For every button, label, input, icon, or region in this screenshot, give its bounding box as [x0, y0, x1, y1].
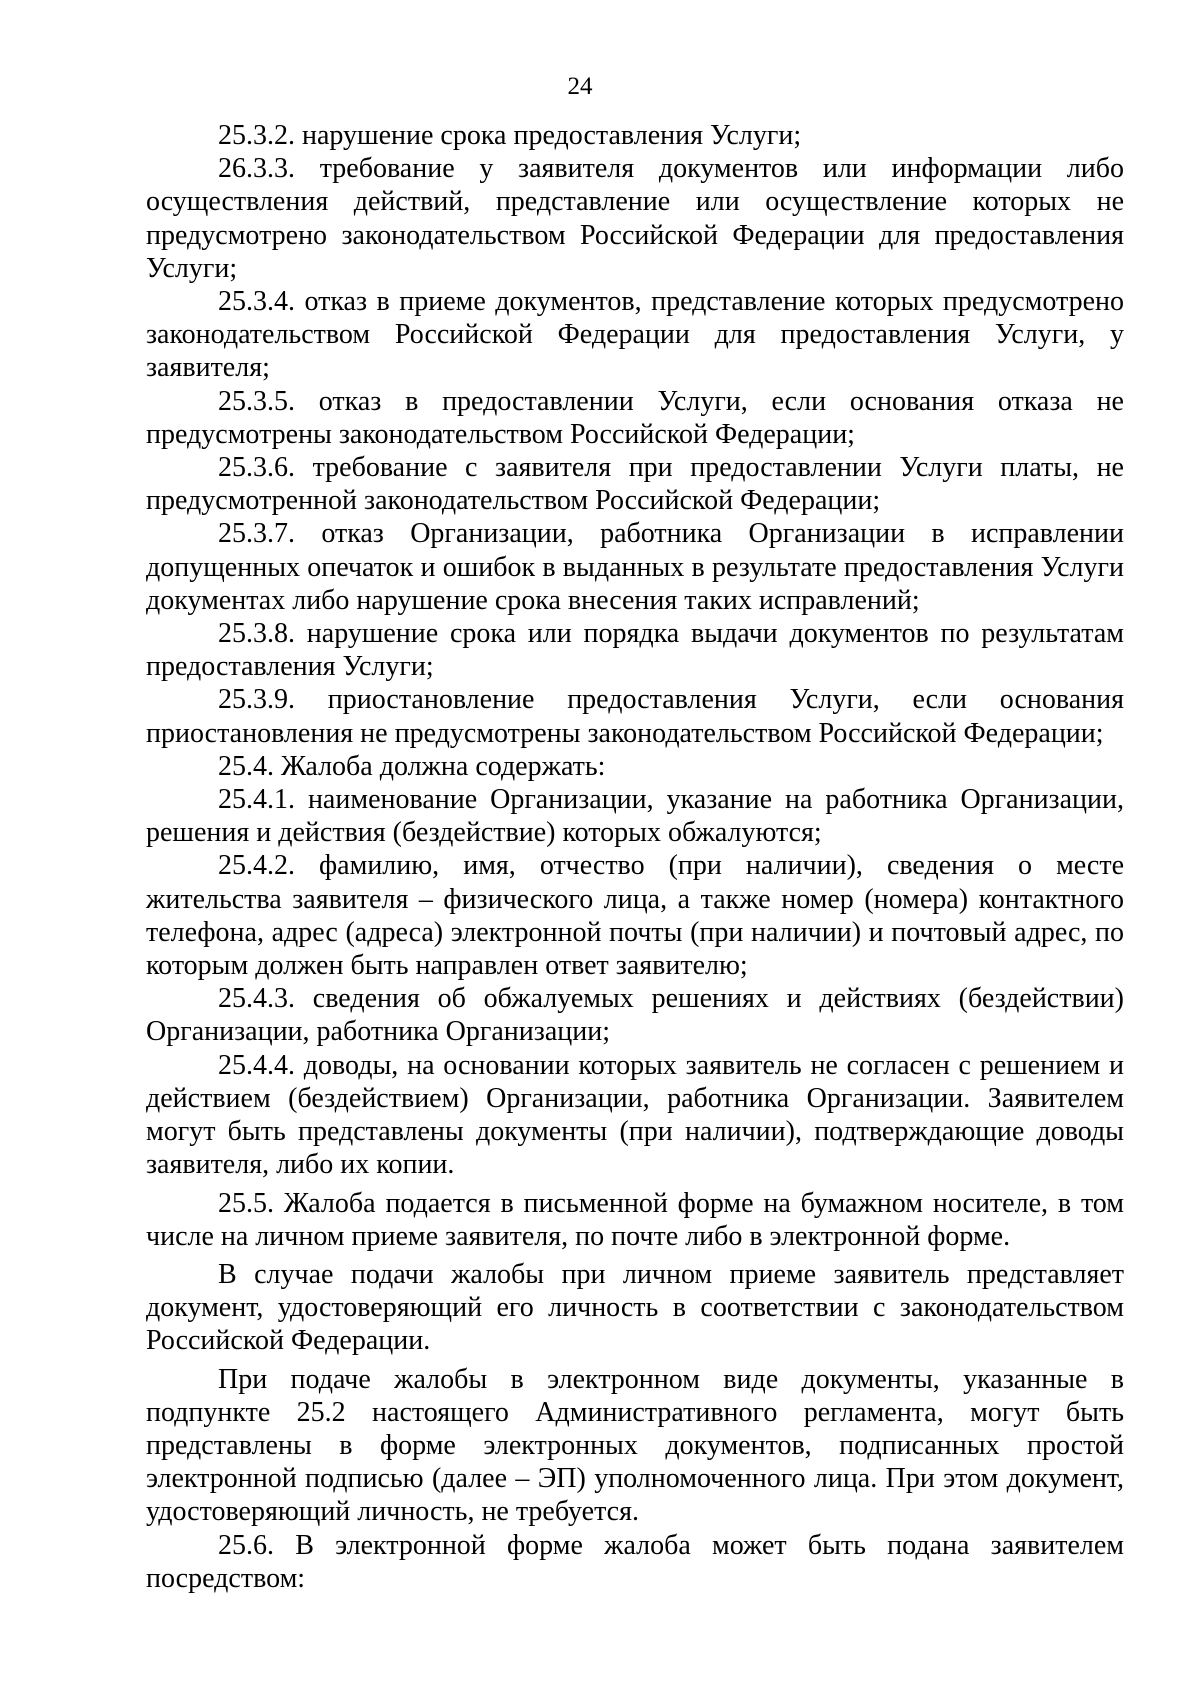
paragraph-25-3-8: 25.3.8. нарушение срока или порядка выдачи документов по результатам предоставления Услуги;	[146, 618, 1124, 683]
page-number: 24	[567, 73, 593, 100]
paragraph-25-3-5: 25.3.5. отказ в предоставлении Услуги, если основания отказа не предусмотрены законодательством Российской Федерации;	[146, 385, 1124, 450]
paragraph-25-4-4: 25.4.4. доводы, на основании которых заявитель не согласен с решением и действием (бездействием) Организации, работника Организации. Заявителем могут быть представлены документы (при наличии), подтверждающие доводы заявителя, либо их копии.	[146, 1049, 1124, 1181]
paragraph-25-5: 25.5. Жалоба подается в письменной форме на бумажном носителе, в том числе на личном приеме заявителя, по почте либо в электронной форме.	[146, 1187, 1124, 1252]
paragraph-25-4-1: 25.4.1. наименование Организации, указание на работника Организации, решения и действия (бездействие) которых обжалуются;	[146, 784, 1124, 849]
paragraph-25-3-7: 25.3.7. отказ Организации, работника Организации в исправлении допущенных опечаток и ошибок в выданных в результате предоставления Услуги документах либо нарушение срока внесения таких исправлений;	[146, 518, 1124, 616]
paragraph-25-4-2: 25.4.2. фамилию, имя, отчество (при наличии), сведения о месте жительства заявителя – физического лица, а также номер (номера) контактного телефона, адрес (адреса) электронной почты (при наличии) и почтовый адрес, по которым должен быть направлен ответ заявителю;	[146, 850, 1124, 982]
paragraph-25-5-personal-reception: В случае подачи жалобы при личном приеме заявитель представляет документ, удостоверяющий его личность в соответствии с законодательством Российской Федерации.	[146, 1258, 1124, 1357]
paragraph-25-3-4: 25.3.4. отказ в приеме документов, представление которых предусмотрено законодательством Российской Федерации для предоставления Услуги, у заявителя;	[146, 286, 1124, 384]
document-body	[146, 119, 1124, 1595]
paragraph-26-3-3: 26.3.3. требование у заявителя документов или информации либо осуществления действий, представление или осуществление которых не предусмотрено законодательством Российской Федерации для предоставления Услуги;	[146, 153, 1124, 284]
paragraph-25-3-9: 25.3.9. приостановление предоставления Услуги, если основания приостановления не предусмотрены законодательством Российской Федерации;	[146, 684, 1124, 749]
paragraph-25-4: 25.4. Жалоба должна содержать:	[218, 750, 606, 782]
paragraph-25-3-6: 25.3.6. требование с заявителя при предоставлении Услуги платы, не предусмотренной законодательством Российской Федерации;	[146, 452, 1124, 517]
paragraph-25-3-2: 25.3.2. нарушение срока предоставления Услуги;	[218, 120, 802, 151]
paragraph-25-6: 25.6. В электронной форме жалоба может быть подана заявителем посредством:	[146, 1529, 1124, 1594]
paragraph-25-5-electronic-submission: При подаче жалобы в электронном виде документы, указанные в подпункте 25.2 настоящего Административного регламента, могут быть представлены в форме электронных документов, подписанных простой электронной подписью (далее – ЭП) уполномоченного лица. При этом документ, удостоверяющий личность, не требуется.	[146, 1363, 1124, 1528]
paragraph-25-4-3: 25.4.3. сведения об обжалуемых решениях и действиях (бездействии) Организации, работника Организации;	[146, 983, 1124, 1048]
